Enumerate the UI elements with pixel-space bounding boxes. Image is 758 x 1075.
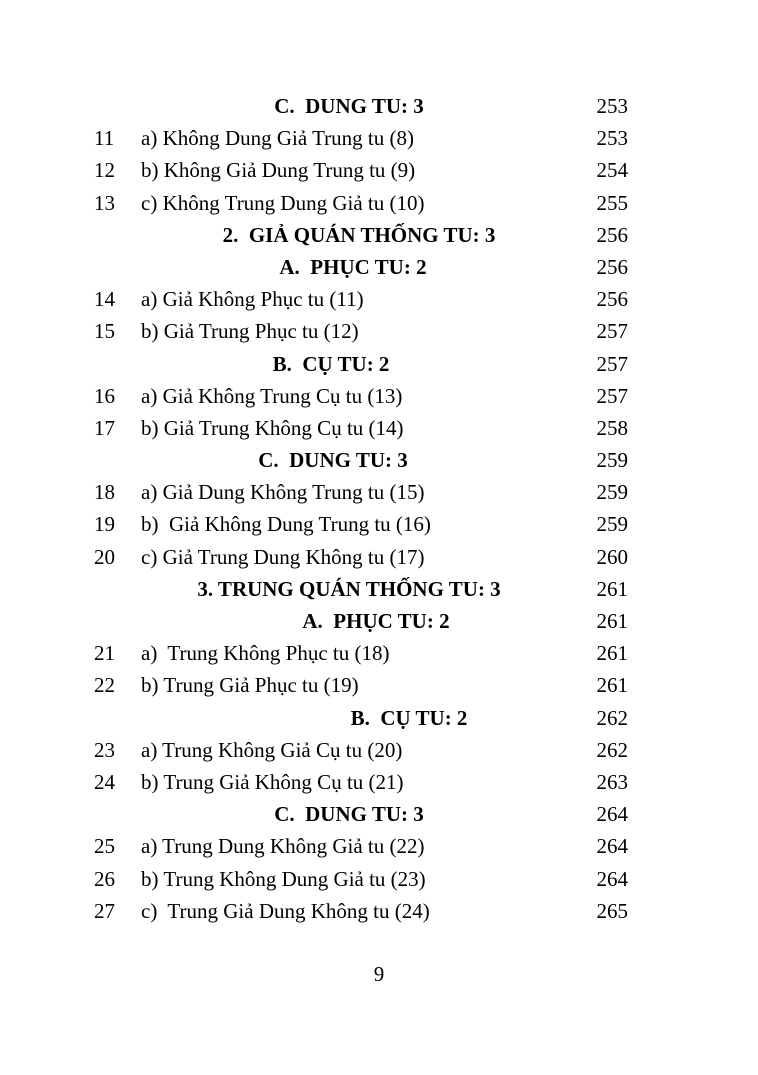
toc-heading-title: 3. TRUNG QUÁN THỐNG TU: 3 [197,576,501,601]
toc-page-number: 261 [596,641,628,666]
toc-entry-number: 21 [94,641,115,666]
toc-heading-row [0,798,758,830]
toc-entry-number: 11 [94,126,115,151]
toc-page-number: 261 [596,673,628,698]
toc-entry-row [0,283,758,315]
toc-heading-title: C. DUNG TU: 3 [274,94,424,118]
toc-entry-title: b) Giả Không Dung Trung tu (16) [141,512,431,537]
toc-entry-title: a) Giả Không Trung Cụ tu (13) [141,383,403,408]
toc-entry-title: b) Giả Trung Không Cụ tu (14) [141,415,404,440]
toc-entry-title: c) Giả Trung Dung Không tu (17) [141,544,425,569]
toc-entry-row [0,187,758,219]
toc-heading-title: C. DUNG TU: 3 [274,802,424,827]
toc-page-number: 261 [596,576,628,601]
toc-heading-row [0,573,758,605]
toc-heading-row [0,605,758,637]
toc-entry-number: 15 [94,319,115,344]
toc-page-number: 259 [596,480,628,505]
toc-entry-row [0,830,758,862]
toc-entry-number: 12 [94,158,115,183]
toc-heading-title: B. CỤ TU: 2 [272,351,390,376]
toc-entry-row [0,863,758,895]
toc-entry-number: 27 [94,898,115,923]
toc-entry-number: 14 [94,287,115,312]
toc-heading-title: 2. GIẢ QUÁN THỐNG TU: 3 [222,222,496,247]
toc-entry-title: c) Không Trung Dung Giả tu (10) [141,190,425,215]
toc-entry-title: b) Không Giả Dung Trung tu (9) [141,158,416,183]
toc-entry-number: 24 [94,769,115,794]
toc-heading-row [0,251,758,283]
toc-heading-row [0,444,758,476]
toc-entry-title: a) Giả Dung Không Trung tu (15) [141,480,425,505]
toc-page-number: 256 [596,254,628,279]
toc-page-number: 258 [596,415,628,440]
toc-page-number: 265 [596,898,628,923]
toc-entry-row [0,541,758,573]
toc-entry-number: 22 [94,673,115,698]
toc-entry-title: a) Trung Không Phục tu (18) [141,641,390,666]
toc-heading-row [0,90,758,122]
toc-page-number: 261 [596,609,628,633]
toc-page-number: 253 [596,126,628,151]
toc-entry-title: a) Trung Dung Không Giả tu (22) [141,834,425,859]
toc-entry-title: b) Giả Trung Phục tu (12) [141,319,359,344]
toc-entry-number: 16 [94,383,115,408]
toc-entry-title: c) Trung Giả Dung Không tu (24) [141,898,430,923]
table-of-contents [0,90,758,927]
toc-entry-row [0,380,758,412]
toc-entry-title: b) Trung Giả Không Cụ tu (21) [141,769,404,794]
toc-heading-title: A. PHỤC TU: 2 [279,254,427,279]
toc-heading-title: A. PHỤC TU: 2 [302,609,450,633]
toc-entry-row [0,766,758,798]
toc-page-number: 264 [596,834,628,859]
toc-entry-number: 18 [94,480,115,505]
toc-entry-row [0,412,758,444]
toc-entry-number: 19 [94,512,115,537]
toc-entry-row [0,508,758,540]
toc-heading-row [0,219,758,251]
toc-page-number: 253 [596,94,628,118]
toc-entry-number: 17 [94,415,115,440]
toc-entry-number: 13 [94,190,115,215]
toc-entry-row [0,669,758,701]
toc-entry-title: a) Trung Không Giả Cụ tu (20) [141,737,403,762]
toc-page-number: 263 [596,769,628,794]
toc-entry-row [0,895,758,927]
toc-entry-row [0,122,758,154]
toc-page-number: 259 [596,448,628,473]
toc-page-number: 262 [596,737,628,762]
toc-page-number: 264 [596,866,628,891]
toc-page-number: 256 [596,222,628,247]
toc-heading-row [0,348,758,380]
toc-page-number: 257 [596,383,628,408]
toc-entry-row [0,734,758,766]
toc-page-number: 257 [596,351,628,376]
toc-page-number: 256 [596,287,628,312]
toc-entry-row [0,154,758,186]
toc-entry-number: 23 [94,737,115,762]
toc-page-number: 257 [596,319,628,344]
toc-entry-title: b) Trung Không Dung Giả tu (23) [141,866,426,891]
toc-entry-row [0,315,758,347]
toc-entry-row [0,476,758,508]
toc-page-number: 260 [596,544,628,569]
toc-entry-title: a) Không Dung Giả Trung tu (8) [141,126,414,151]
toc-entry-number: 25 [94,834,115,859]
toc-page-number: 254 [596,158,628,183]
toc-heading-title: B. CỤ TU: 2 [350,705,468,730]
toc-entry-title: b) Trung Giả Phục tu (19) [141,673,359,698]
toc-page-number: 262 [596,705,628,730]
toc-entry-row [0,637,758,669]
toc-page-number: 259 [596,512,628,537]
toc-entry-title: a) Giả Không Phục tu (11) [141,287,364,312]
toc-entry-number: 20 [94,544,115,569]
toc-page-number: 264 [596,802,628,827]
toc-heading-title: C. DUNG TU: 3 [258,448,408,473]
toc-page-number: 255 [596,190,628,215]
toc-entry-number: 26 [94,866,115,891]
toc-heading-row [0,702,758,734]
page-number: 9 [373,962,385,986]
